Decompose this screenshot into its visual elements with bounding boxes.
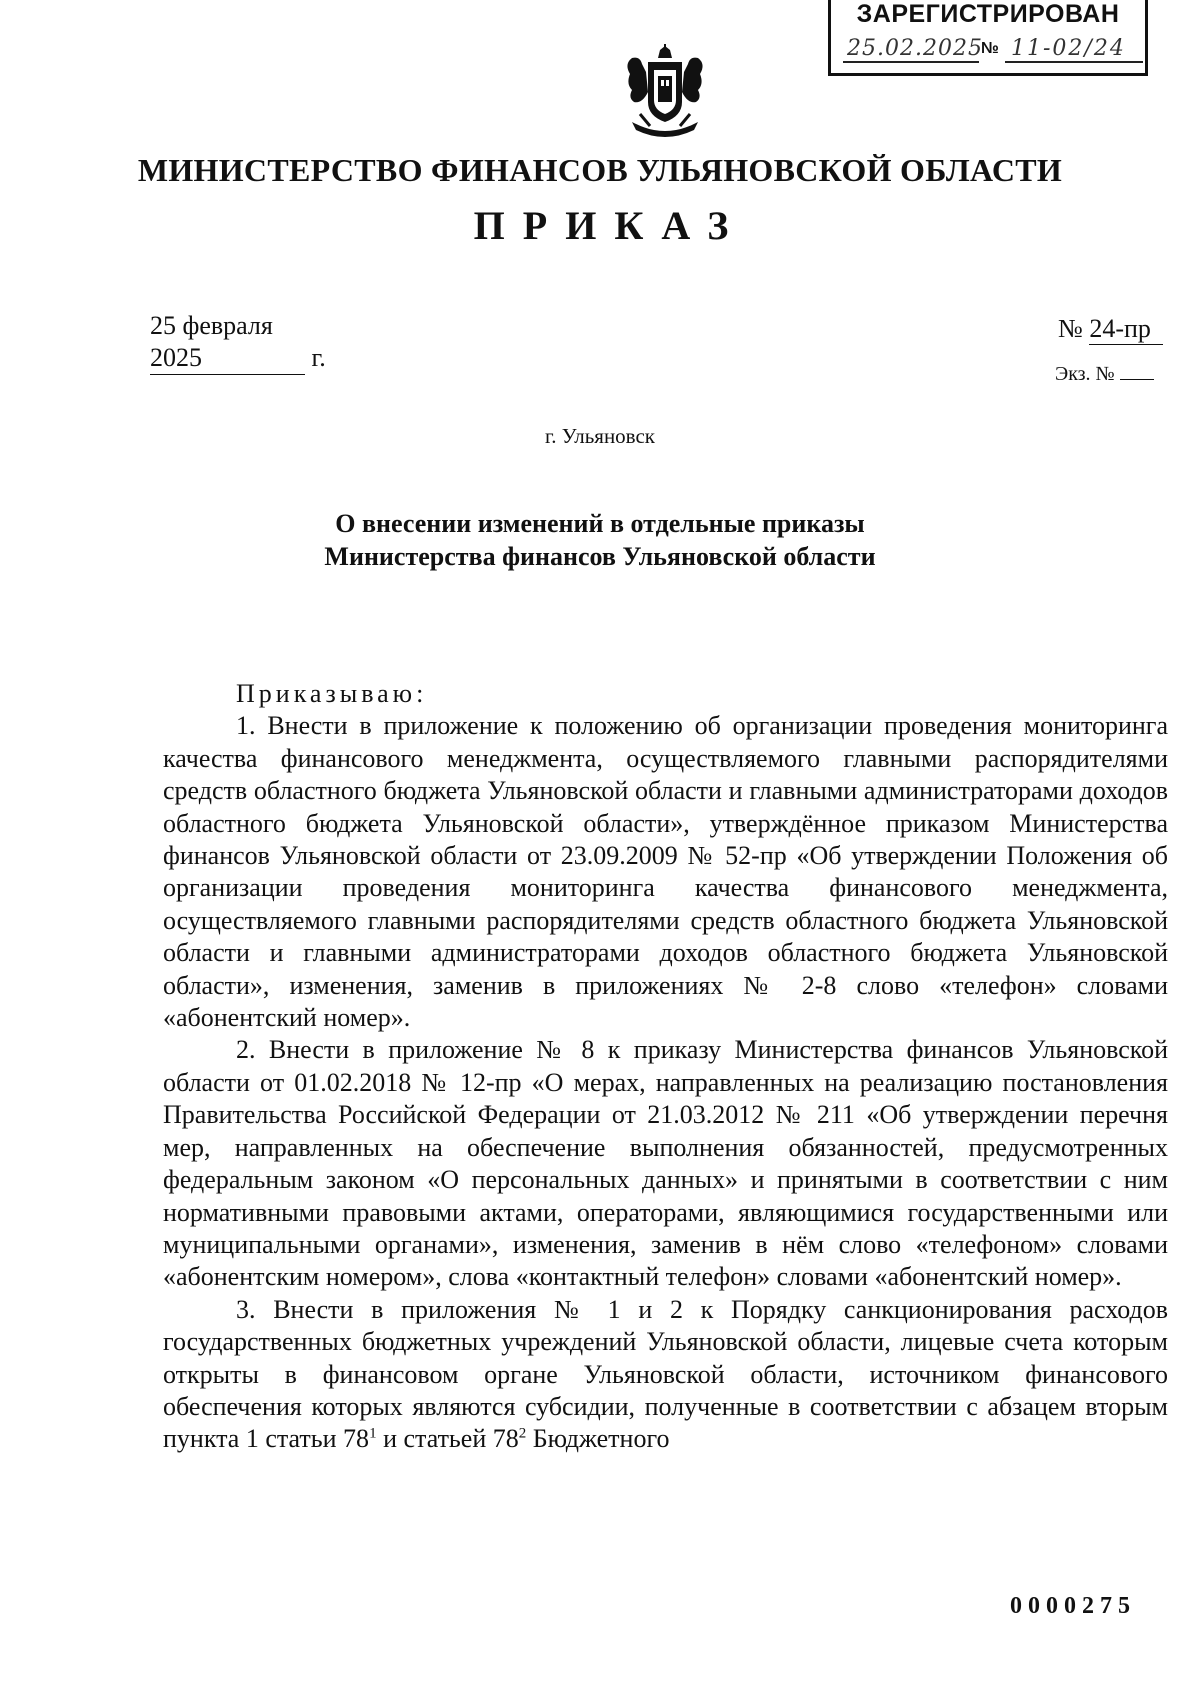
paragraph-1: 1. Внести в приложение к положению об организации проведения мониторинга качества финансового менеджмента, осуществляемого главными распорядителями средств областного бюджета Ульяновской области и главными администраторами доходов областного бюджета Ульяновской области», утверждённое приказом Министерства финансов Ульяновской области от 23.09.2009 № 52-пр «Об утверждении Положения об организации проведения мониторинга качества финансового менеджмента, осуществляемого главными распорядителями средств областного бюджета Ульяновской области и главными администраторами доходов областного бюджета Ульяновской области», изменения, заменив в приложениях № 2-8 слово «телефон» словами «абонентский номер». (163, 711, 1168, 1033)
order-body (163, 678, 1168, 1456)
copy-number (1055, 361, 1154, 386)
page-code: 0000275 (1010, 1593, 1136, 1619)
stamp-number-prefix: № (981, 40, 999, 57)
registration-stamp (828, 0, 1148, 76)
paragraph-3 (163, 1294, 1168, 1456)
order-subject (0, 507, 1200, 573)
subject-line-1: О внесении изменений в отдельные приказы (335, 509, 865, 538)
superscript-2: 2 (518, 1425, 527, 1442)
ministry-name: МИНИСТЕРСТВО ФИНАНСОВ УЛЬЯНОВСКОЙ ОБЛАСТИ (137, 152, 1063, 188)
copy-number-label: Экз. № (1055, 363, 1115, 385)
copy-number-blank (1120, 361, 1154, 380)
order-number-value: 24-пр (1089, 314, 1163, 345)
paragraph-3-end: Бюджетного (526, 1424, 670, 1454)
order-date-underlined: 25 февраля 2025 (150, 310, 305, 375)
stamp-date-handwritten: 25.02.2025 (843, 36, 979, 63)
body-lead: Приказываю: (236, 679, 428, 708)
superscript-1: 1 (369, 1425, 377, 1442)
paragraph-2: 2. Внести в приложение № 8 к приказу Министерства финансов Ульяновской области от 01.02.2018 № 12-пр «О мерах, направленных на реализацию постановления Правительства Российской Федерации от 21.03.2012 № 211 «Об утверждении перечня мер, направленных на обеспечение выполнения обязанностей, предусмотренных федеральным законом «О персональных данных» и принятыми в соответствии с ним нормативными правовыми актами, операторами, являющимися государственными или муниципальными органами», изменения, заменив в нём слово «телефоном» словами «абонентским номером», слова «контактный телефон» словами «абонентский номер». (163, 1035, 1168, 1292)
subject-line-2: Министерства финансов Ульяновской области (324, 542, 876, 571)
stamp-number-handwritten: 11-02/24 (1005, 36, 1143, 63)
paragraph-3-mid: и статьей 78 (376, 1424, 519, 1454)
stamp-fields (839, 36, 1137, 66)
order-number (1058, 314, 1163, 345)
coat-of-arms-icon (620, 44, 710, 148)
order-date-suffix: г. (305, 343, 326, 372)
paragraph-3-text: 3. Внести в приложения № 1 и 2 к Порядку санкционирования расходов государственных бюджетных учреждений Ульяновской области, лицевые счета которым открыты в финансовом органе Ульяновской области, источником финансового обеспечения которых являются субсидии, полученные в соответствии с абзацем вторым пункта 1 статьи 78 (163, 1294, 1168, 1454)
city: г. Ульяновск (544, 424, 655, 448)
order-date (150, 310, 326, 375)
stamp-title: ЗАРЕГИСТРИРОВАН (856, 0, 1120, 28)
order-number-prefix: № (1058, 314, 1090, 343)
document-type: ПРИКАЗ (473, 203, 747, 248)
